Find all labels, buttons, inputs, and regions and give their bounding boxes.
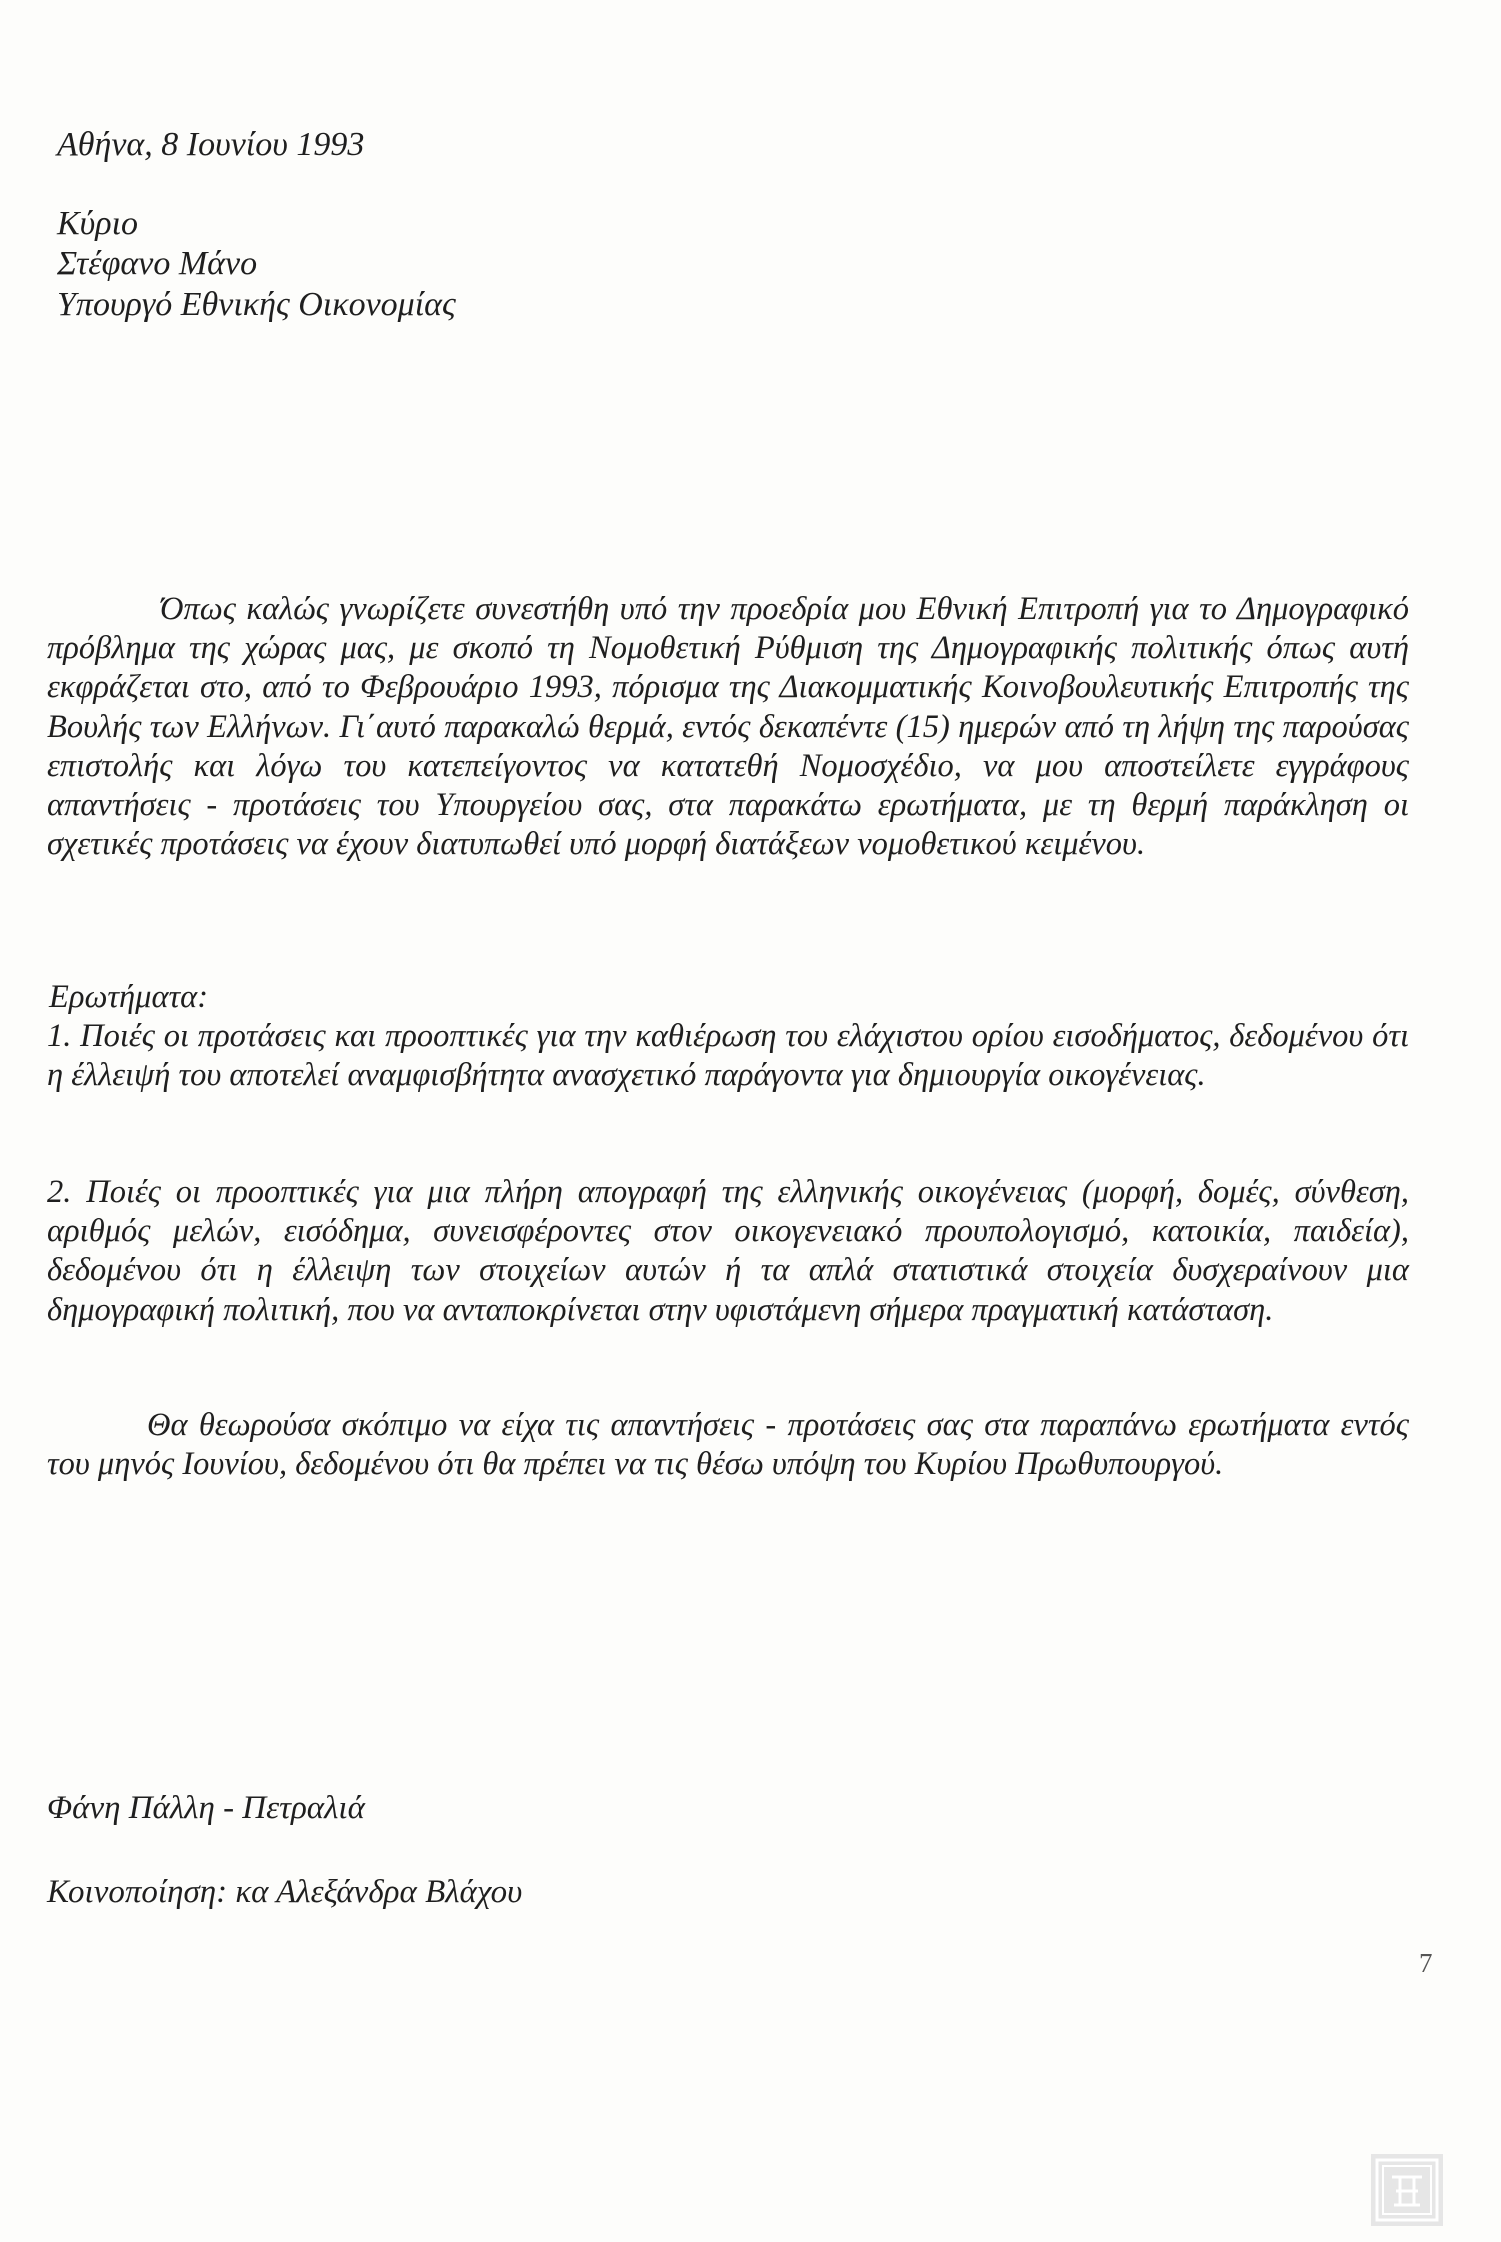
signature: Φάνη Πάλλη - Πετραλιά	[47, 1790, 365, 1826]
recipient-line-title: Υπουργό Εθνικής Οικονομίας	[57, 286, 456, 323]
body-paragraph-closing: Θα θεωρούσα σκόπιμο να είχα τις απαντήσεις - προτάσεις σας στα παραπάνω ερωτήματα εντός του μηνός Ιουνίου, δεδομένου ότι θα πρέπει να τις θέσω υπόψη του Κυρίου Πρωθυπουργού.	[47, 1407, 1409, 1483]
questions-heading: Ερωτήματα:	[49, 979, 209, 1015]
recipient-line-name: Στέφανο Μάνο	[57, 245, 258, 282]
question-1: 1. Ποιές οι προτάσεις και προοπτικές για την καθιέρωση του ελάχιστου ορίου εισοδήματος, δεδομένου ότι η έλλειψή του αποτελεί αναμφισβήτητα ανασχετικό παράγοντα για δημιουργία οικογένειας.	[47, 1018, 1409, 1094]
letter-date: Αθήνα, 8 Ιουνίου 1993	[57, 126, 365, 163]
recipient-line-salutation: Κύριο	[57, 205, 139, 242]
archive-watermark-icon	[1370, 2153, 1444, 2227]
carbon-copy-line: Κοινοποίηση: κα Αλεξάνδρα Βλάχου	[47, 1874, 523, 1910]
page-number: 7	[1419, 1948, 1433, 1978]
body-paragraph-1: Όπως καλώς γνωρίζετε συνεστήθη υπό την προεδρία μου Εθνική Επιτροπή για το Δημογραφικό πρόβλημα της χώρας μας, με σκοπό τη Νομοθετική Ρύθμιση της Δημογραφικής πολιτικής όπως αυτή εκφράζεται στο, από το Φεβρουάριο 1993, πόρισμα της Διακομματικής Κοινοβουλευτικής Επιτροπής της Βουλής των Ελλήνων. Γι΄αυτό παρακαλώ θερμά, εντός δεκαπέντε (15) ημερών από τη λήψη της παρούσας επιστολής και λόγω του κατεπείγοντος να κατατεθή Νομοσχέδιο, να μου αποστείλετε εγγράφους απαντήσεις - προτάσεις του Υπουργείου σας, στα παρακάτω ερωτήματα, με τη θερμή παράκληση οι σχετικές προτάσεις να έχουν διατυπωθεί υπό μορφή διατάξεων νομοθετικού κειμένου.	[47, 591, 1409, 863]
question-2: 2. Ποιές οι προοπτικές για μια πλήρη απογραφή της ελληνικής οικογένειας (μορφή, δομές, σύνθεση, αριθμός μελών, εισόδημα, συνεισφέροντες στον οικογενειακό προυπολογισμό, κατοικία, παιδεία), δεδομένου ότι η έλλειψη των στοιχείων αυτών ή τα απλά στατιστικά στοιχεία δυσχεραίνουν μια δημογραφική πολιτική, που να ανταποκρίνεται στην υφιστάμενη σήμερα πραγματική κατάσταση.	[47, 1174, 1409, 1328]
